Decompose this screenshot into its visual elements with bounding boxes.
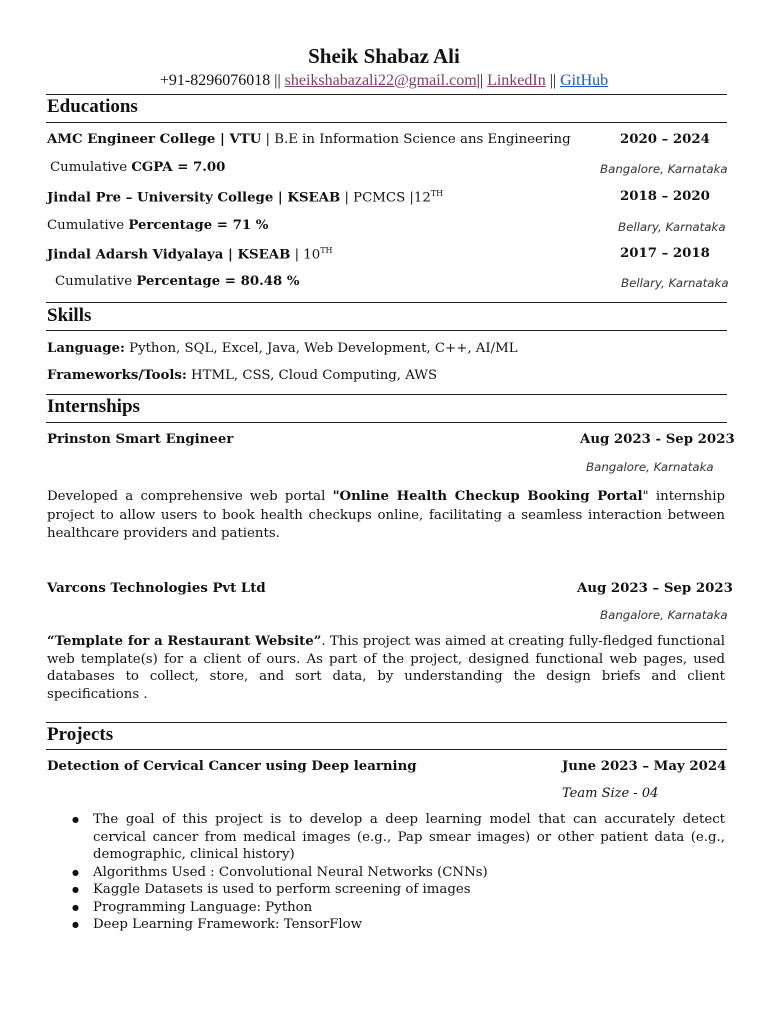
list-item: ● Deep Learning Framework: TensorFlow <box>93 916 725 934</box>
score-label: Cumulative <box>50 160 128 175</box>
section-heading-internships: Internships <box>47 396 140 417</box>
internship-description <box>47 488 725 544</box>
project-team-size: Team Size - 04 <box>562 786 659 801</box>
score-name: CGPA <box>131 160 173 175</box>
education-score <box>55 274 299 289</box>
separator: || <box>545 72 561 89</box>
education-location: Bellary, Karnataka <box>618 220 726 234</box>
institution: Jindal Adarsh Vidyalaya | KSEAB <box>47 247 291 263</box>
list-item: ● Kaggle Datasets is used to perform screening of images <box>93 881 725 899</box>
candidate-name: Sheik Shabaz Ali <box>308 44 460 68</box>
description-text: " internship project to allow users to book health checkups online, facilitating a seamless interaction between healthcare providers and patients. <box>47 489 725 541</box>
score-name: Percentage <box>136 274 221 289</box>
internship-company: Prinston Smart Engineer <box>47 432 234 447</box>
institution: AMC Engineer College | VTU <box>47 132 262 147</box>
contact-line <box>0 72 768 90</box>
superscript: TH <box>320 246 333 255</box>
linkedin-link[interactable]: LinkedIn <box>487 72 546 89</box>
score-label: Cumulative <box>47 218 125 233</box>
education-dates: 2018 – 2020 <box>620 189 710 204</box>
education-location: Bellary, Karnataka <box>621 276 729 290</box>
list-item: ● The goal of this project is to develop a deep learning model that can accurately detect cervical cancer from medical images (e.g., Pap smear images) or other patient data (e.g., demographic, clinical history) <box>93 811 725 864</box>
email-link[interactable]: sheikshabazali22@gmail.com <box>284 72 477 89</box>
education-dates: 2020 – 2024 <box>620 132 710 147</box>
project-dates: June 2023 – May 2024 <box>562 759 727 774</box>
skills-frameworks <box>47 368 437 383</box>
project-name: “Template for a Restaurant Website” <box>47 634 322 649</box>
separator: || <box>270 72 285 89</box>
education-entry-1-title <box>47 132 571 147</box>
internship-description <box>47 633 725 703</box>
frameworks-value: HTML, CSS, Cloud Computing, AWS <box>186 368 438 383</box>
education-dates: 2017 – 2018 <box>620 246 710 261</box>
degree: | B.E in Information Science ans Engineering <box>261 132 571 147</box>
internship-company: Varcons Technologies Pvt Ltd <box>47 581 266 596</box>
list-item: ● Programming Language: Python <box>93 899 725 917</box>
language-value: Python, SQL, Excel, Java, Web Development, C++, AI/ML <box>124 341 518 356</box>
stream: | PCMCS |12 <box>340 190 431 206</box>
section-heading-projects: Projects <box>47 724 114 745</box>
project-title: Detection of Cervical Cancer using Deep learning <box>47 759 417 774</box>
score-name: Percentage <box>128 218 213 233</box>
score-label: Cumulative <box>55 274 133 289</box>
institution: Jindal Pre – University College | KSEAB <box>47 190 341 206</box>
frameworks-label: Frameworks/Tools: <box>47 368 187 383</box>
section-rule <box>46 94 727 95</box>
section-rule <box>46 422 727 423</box>
phone-number: +91-8296076018 <box>159 72 271 89</box>
language-label: Language: <box>47 341 125 356</box>
education-score <box>47 218 268 233</box>
internship-location: Bangalore, Karnataka <box>600 608 728 622</box>
score-value: = 80.48 % <box>220 274 300 289</box>
score-value: = 7.00 <box>172 160 226 175</box>
internship-dates: Aug 2023 - Sep 2023 <box>580 432 735 447</box>
section-rule <box>46 749 727 750</box>
section-rule <box>46 722 727 723</box>
education-location: Bangalore, Karnataka <box>600 162 728 176</box>
internship-dates: Aug 2023 – Sep 2023 <box>577 581 733 596</box>
education-score <box>50 160 225 175</box>
score-value: = 71 % <box>212 218 269 233</box>
section-rule <box>46 122 727 123</box>
section-rule <box>46 330 727 331</box>
description-text: Developed a comprehensive web portal <box>47 489 333 504</box>
section-rule <box>46 302 727 303</box>
list-item: ● Algorithms Used : Convolutional Neural Networks (CNNs) <box>93 864 725 882</box>
internship-location: Bangalore, Karnataka <box>586 460 714 474</box>
grade: | 10 <box>290 247 321 263</box>
superscript: TH <box>430 189 444 198</box>
section-heading-skills: Skills <box>47 305 92 326</box>
education-entry-2-title <box>47 189 443 205</box>
education-entry-3-title <box>47 246 333 262</box>
skills-language <box>47 341 518 356</box>
description-text: . This project was aimed at creating fully-fledged functional web template(s) for a client of ours. As part of the project, designed functional web pages, used databases to collect, store, and sort data, by understanding the design briefs and client specifications . <box>47 634 726 702</box>
separator: || <box>476 72 488 89</box>
section-heading-educations: Educations <box>47 96 138 117</box>
section-rule <box>46 394 727 395</box>
project-bullet-list <box>47 811 725 934</box>
project-name: "Online Health Checkup Booking Portal <box>332 489 643 504</box>
github-link[interactable]: GitHub <box>560 72 609 89</box>
